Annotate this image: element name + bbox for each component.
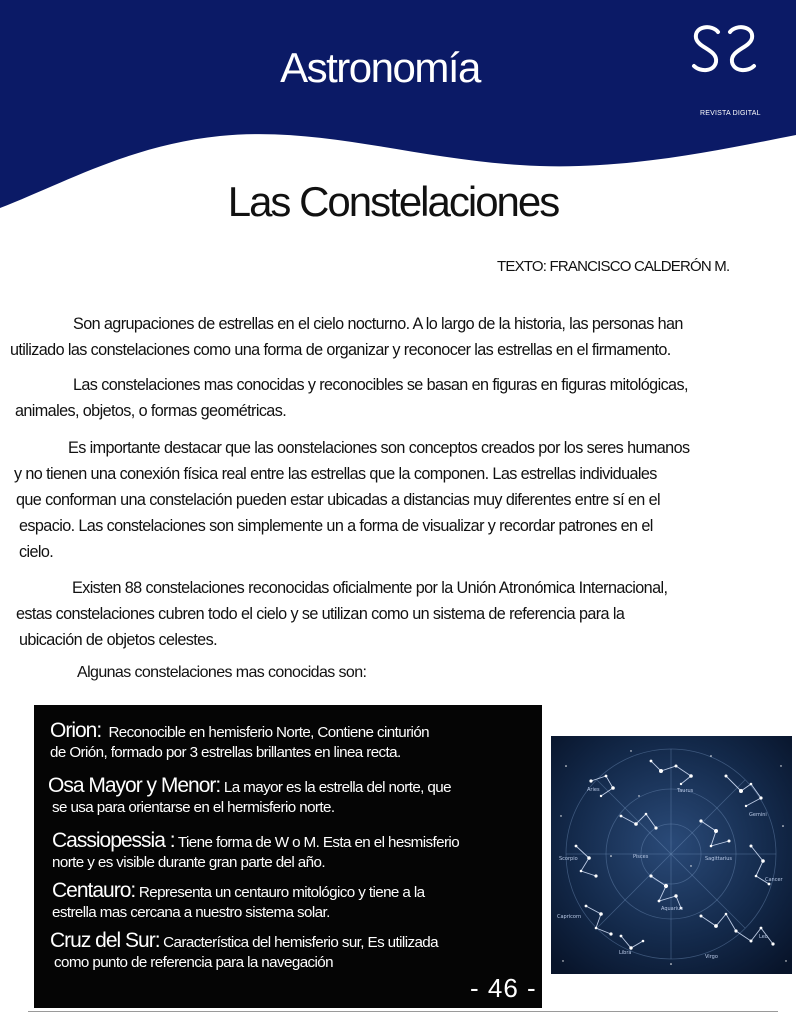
constellation-description: norte y es visible durante gran parte del año.: [52, 854, 325, 871]
footer-rule: [28, 1011, 778, 1012]
paragraph-line: animales, objetos, o formas geométricas.: [15, 402, 287, 420]
constellation-name: Cassiopessia :: [52, 829, 175, 852]
constellation-description: estrella mas cercana a nuestro sistema solar.: [52, 904, 330, 921]
magazine-logo-icon: [688, 22, 760, 82]
paragraph-2: [15, 372, 791, 424]
paragraph-line: Es importante destacar que las oonstelaciones son conceptos creados por los seres humanos: [68, 439, 690, 457]
constellation-list-box: [34, 705, 542, 1008]
paragraph-line: espacio. Las constelaciones son simplemente un a forma de visualizar y recordar patrones en el: [19, 517, 653, 535]
star-map-label: Virgo: [705, 954, 718, 960]
constellation-name: Osa Mayor y Menor:: [48, 774, 221, 797]
paragraph-line: cielo.: [19, 543, 54, 561]
list-item: [50, 721, 429, 763]
paragraph-line: Son agrupaciones de estrellas en el cielo nocturno. A lo largo de la historia, las personas han: [73, 315, 683, 333]
byline: TEXTO: FRANCISCO CALDERÓN M.: [497, 258, 730, 275]
list-item: [52, 881, 424, 923]
constellation-description: se usa para orientarse en el hermisferio norte.: [52, 799, 335, 816]
list-intro: Algunas constelaciones mas conocidas son:: [77, 664, 367, 681]
star-map-label: Cancer: [765, 877, 783, 883]
paragraph-4: [16, 575, 791, 653]
constellation-description: Tiene forma de W o M. Esta en el hesmisferio: [177, 834, 460, 851]
logo-caption: REVISTA DIGITAL: [700, 110, 761, 117]
article-title: Las Constelaciones: [227, 178, 559, 225]
star-map-label: Taurus: [677, 788, 694, 794]
constellation-name: Cruz del Sur:: [50, 929, 160, 952]
paragraph-1: [10, 311, 796, 363]
constellation-description: Representa un centauro mitológico y tiene a la: [138, 884, 425, 901]
paragraph-line: Las constelaciones mas conocidas y reconocibles se basan en figuras en figuras mitológicas,: [73, 376, 688, 394]
paragraph-line: y no tienen una conexión física real entre las estrellas que la componen. Las estrellas individuales: [14, 465, 657, 483]
paragraph-line: estas constelaciones cubren todo el cielo y se utilizan como un sistema de referencia para la: [16, 605, 625, 623]
star-map-label: Capricorn: [557, 914, 582, 920]
star-map-label: Sagittarius: [705, 856, 733, 862]
paragraph-line: utilizado las constelaciones como una forma de organizar y reconocer las estrellas en el firmamento.: [10, 341, 671, 359]
paragraph-3: [14, 435, 796, 565]
star-map-label: Gemini: [749, 812, 767, 818]
list-item: [52, 831, 459, 873]
star-map-label: Leo: [759, 934, 768, 940]
list-item: [50, 931, 438, 973]
page-number: - 46 -: [470, 973, 537, 1003]
section-title: Astronomía: [280, 44, 480, 91]
constellation-description: como punto de referencia para la navegación: [54, 954, 333, 971]
constellation-description: de Orión, formado por 3 estrellas brillantes en linea recta.: [50, 744, 401, 761]
constellation-description: Reconocible en hemisferio Norte, Contiene cinturión: [108, 724, 430, 741]
star-map-label: Pisces: [633, 854, 649, 860]
constellation-name: Orion:: [50, 719, 102, 742]
constellation-star-map-icon: [551, 736, 792, 974]
list-item: [48, 776, 451, 818]
paragraph-line: ubicación de objetos celestes.: [19, 631, 217, 649]
star-map-label: Scorpio: [559, 856, 578, 862]
paragraph-line: que conforman una constelación pueden estar ubicadas a distancias muy diferentes entre sí en el: [16, 491, 660, 509]
star-map-label: Aries: [587, 787, 600, 793]
constellation-name: Centauro:: [52, 879, 136, 902]
constellation-description: Característica del hemisferio sur, Es utilizada: [163, 934, 439, 951]
paragraph-line: Existen 88 constelaciones reconocidas oficialmente por la Unión Atronómica Internacional,: [72, 579, 668, 597]
star-map-label: Libra: [619, 950, 632, 956]
star-map-label: Aquarius: [661, 906, 683, 912]
constellation-description: La mayor es la estrella del norte, que: [223, 779, 451, 796]
